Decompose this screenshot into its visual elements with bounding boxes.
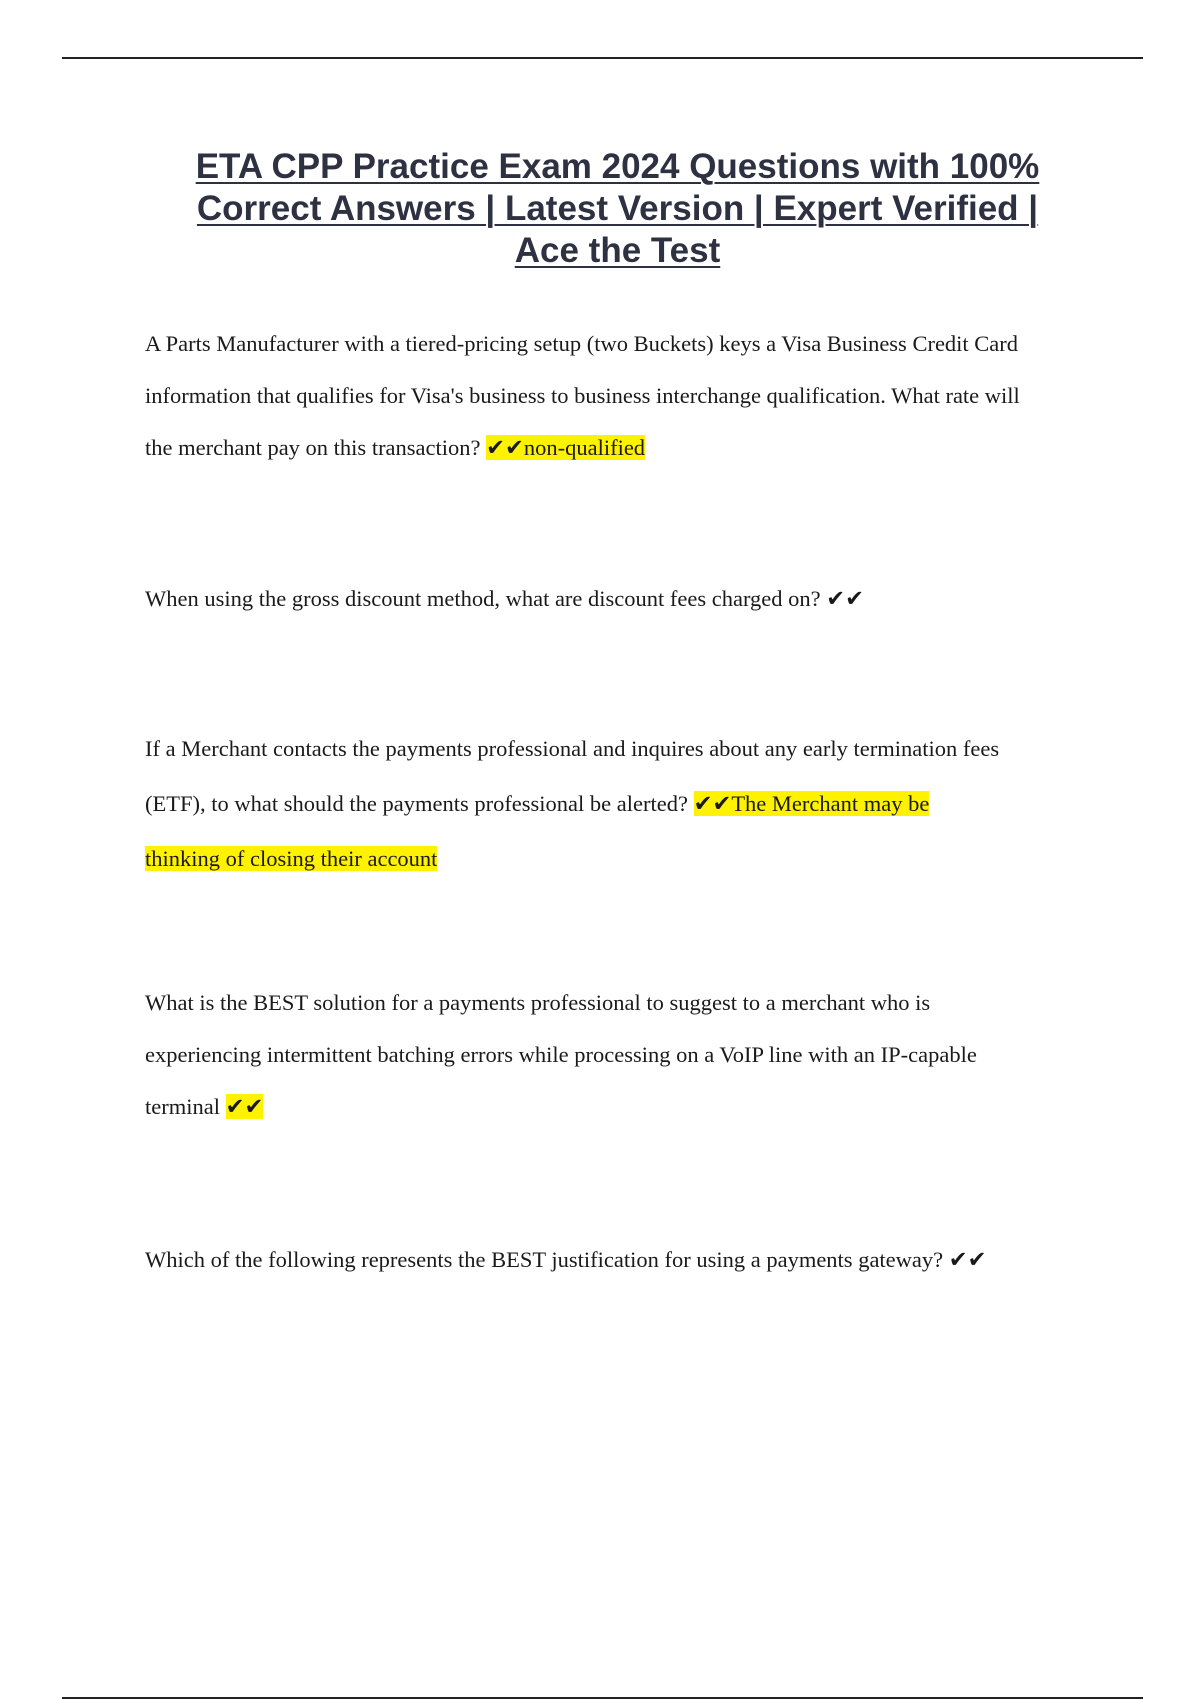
document-title: [100, 146, 1135, 272]
question-line: If a Merchant contacts the payments professional and inquires about any early termination fees: [145, 736, 1000, 761]
question-line: When using the gross discount method, what are discount fees charged on? ✔✔: [145, 586, 864, 611]
title-line: Ace the Test: [514, 231, 721, 270]
question-line: terminal: [145, 1094, 226, 1119]
question-4: [145, 977, 1105, 1133]
question-line: What is the BEST solution for a payments professional to suggest to a merchant who is: [145, 990, 931, 1015]
question-line: experiencing intermittent batching errors while processing on a VoIP line with an IP-capable: [145, 1042, 977, 1067]
question-line: Which of the following represents the BEST justification for using a payments gateway? ✔✔: [145, 1247, 987, 1272]
header-rule: [62, 57, 1143, 59]
answer-highlight: ✔✔: [225, 1094, 264, 1119]
question-line: A Parts Manufacturer with a tiered-pricing setup (two Buckets) keys a Visa Business Credit Card: [145, 331, 1019, 356]
question-2: [145, 573, 1105, 625]
question-5: [145, 1234, 1105, 1286]
footer-rule: [62, 1697, 1143, 1699]
answer-highlight: ✔✔The Merchant may be: [693, 791, 930, 816]
answer-highlight: ✔✔non-qualified: [486, 435, 646, 460]
question-line: information that qualifies for Visa's business to business interchange qualification. What rate will: [145, 383, 1020, 408]
title-line: Correct Answers | Latest Version | Expert Verified |: [196, 189, 1039, 228]
question-3: [145, 723, 1105, 885]
answer-highlight-cont: thinking of closing their account: [145, 846, 438, 871]
question-1: [145, 318, 1105, 474]
question-line: the merchant pay on this transaction?: [145, 435, 487, 460]
question-line: (ETF), to what should the payments professional be alerted?: [145, 791, 694, 816]
title-line: ETA CPP Practice Exam 2024 Questions with 100%: [195, 147, 1040, 186]
